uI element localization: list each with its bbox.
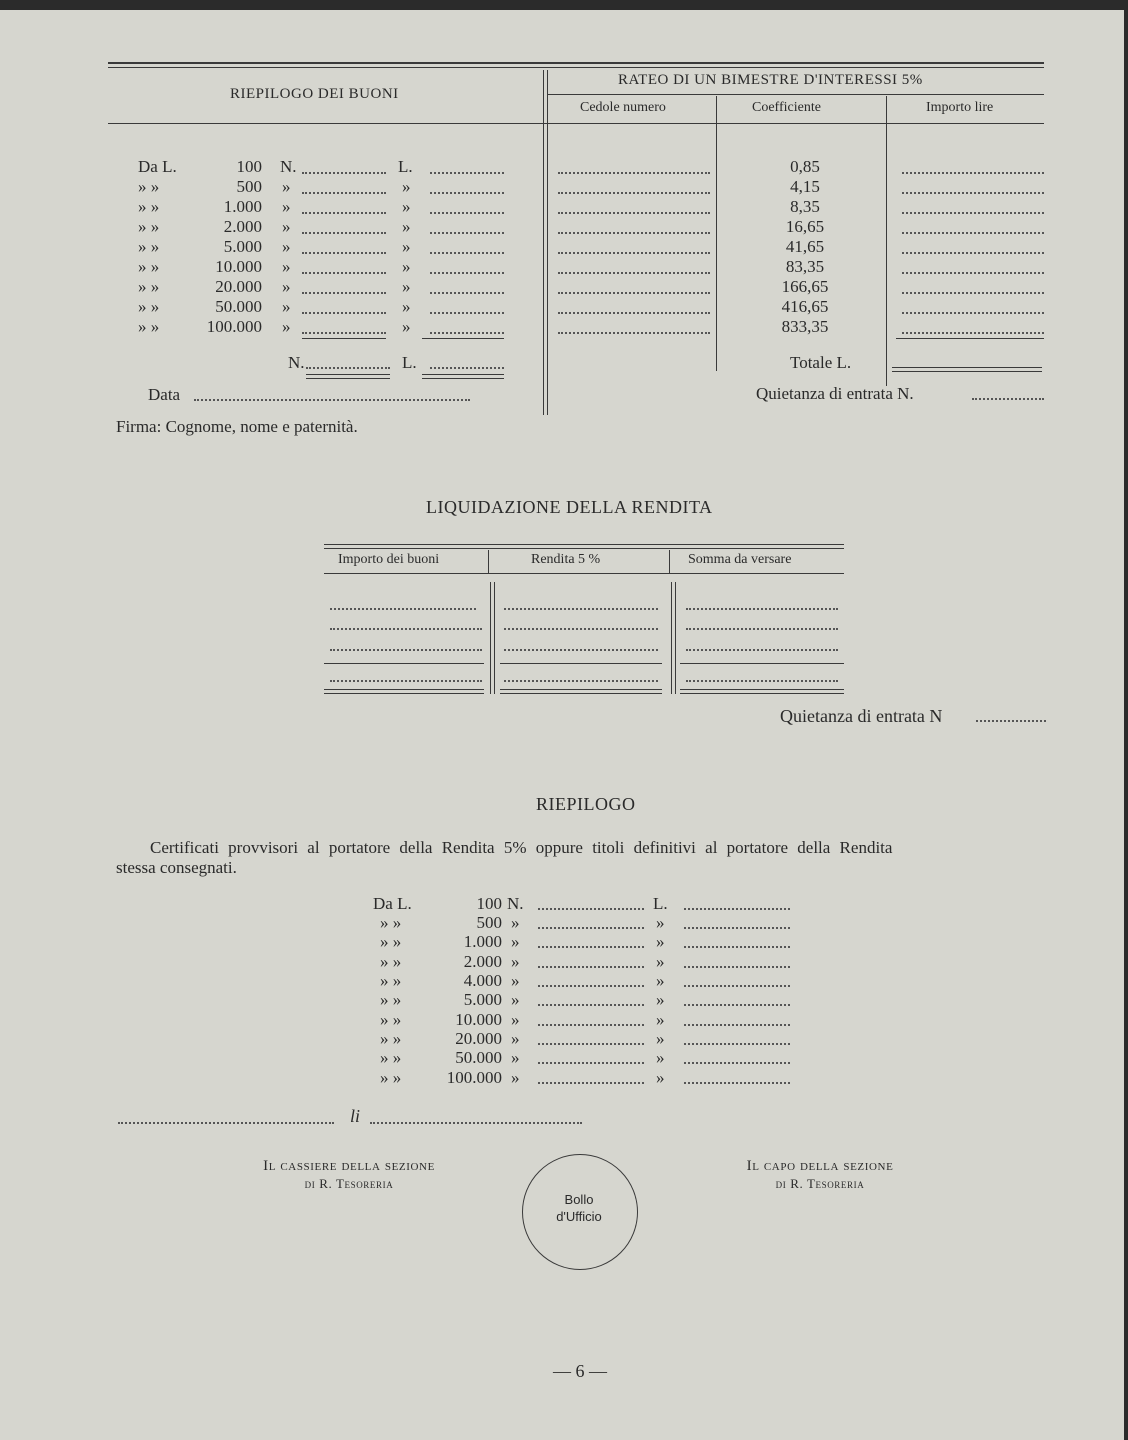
ditto-n: »: [282, 277, 291, 296]
header-bottom-rule: [108, 123, 1044, 124]
riep-ditto-n: »: [511, 932, 520, 951]
top-rule-thin: [108, 67, 1044, 68]
importo-entry[interactable]: [902, 272, 1044, 274]
riep-l-entry[interactable]: [684, 908, 790, 910]
riep-n-entry[interactable]: [538, 1082, 644, 1084]
ditto-n: »: [282, 237, 291, 256]
document-page: [0, 10, 1124, 1440]
riepilogo-text-line2: stessa consegnati.: [116, 858, 237, 877]
page-number: — 6 —: [553, 1361, 607, 1381]
importo-entry[interactable]: [902, 292, 1044, 294]
riep-denomination: 10.000: [455, 1010, 502, 1029]
riep-ditto-n: »: [511, 1048, 520, 1067]
total-n-label: N.: [288, 353, 305, 372]
coefficient: 833,35: [781, 317, 829, 336]
riep-ditto-l: »: [656, 971, 665, 990]
liq-total-rule: [680, 689, 844, 690]
riep-denomination: 2.000: [463, 952, 502, 971]
coefficient: 166,65: [781, 277, 829, 296]
entry-l[interactable]: [430, 272, 504, 274]
liq-col-divider-2: [675, 582, 676, 694]
rateo-header-rule: [548, 94, 1044, 95]
cedole-entry[interactable]: [558, 272, 710, 274]
coefficient: 0,85: [790, 157, 820, 176]
ditto-l: »: [402, 297, 411, 316]
ditto-l: »: [402, 257, 411, 276]
liq-rendita-entry[interactable]: [504, 628, 658, 630]
importo-entry[interactable]: [902, 232, 1044, 234]
li-label: li: [350, 1106, 361, 1126]
riep-ditto-n: »: [511, 913, 520, 932]
liq-somma-total[interactable]: [686, 680, 838, 682]
entry-l[interactable]: [430, 212, 504, 214]
importo-entry[interactable]: [902, 172, 1044, 174]
cedole-entry[interactable]: [558, 332, 710, 334]
sum-rule-l: [422, 338, 504, 339]
denomination: 20.000: [215, 277, 262, 296]
riep-n-entry[interactable]: [538, 1062, 644, 1064]
riep-da-label: Da L.: [373, 894, 412, 913]
riep-ditto: » »: [380, 971, 402, 990]
importo-entry[interactable]: [902, 192, 1044, 194]
riep-ditto: » »: [380, 952, 402, 971]
liq-quietanza-entry[interactable]: [976, 720, 1046, 722]
ditto-l: »: [402, 277, 411, 296]
riep-n-entry[interactable]: [538, 1024, 644, 1026]
totale-rule-2: [892, 371, 1042, 372]
liq-rendita-total[interactable]: [504, 680, 658, 682]
denomination: 100: [236, 157, 262, 176]
ditto-label: » »: [138, 217, 160, 236]
entry-n[interactable]: [302, 272, 386, 274]
liquidazione-title: LIQUIDAZIONE DELLA RENDITA: [426, 497, 713, 517]
entry-l[interactable]: [430, 312, 504, 314]
ditto-n: »: [282, 317, 291, 336]
riep-denomination: 5.000: [463, 990, 502, 1009]
entry-l[interactable]: [430, 332, 504, 334]
coefficient: 4,15: [790, 177, 820, 196]
riep-ditto-n: »: [511, 990, 520, 1009]
riep-ditto-n: »: [511, 952, 520, 971]
riep-ditto-n: »: [511, 1010, 520, 1029]
ditto-l: »: [402, 237, 411, 256]
ditto-l: »: [402, 197, 411, 216]
liq-header-bottom-rule: [324, 573, 844, 574]
riep-n-entry[interactable]: [538, 1004, 644, 1006]
cedole-entry[interactable]: [558, 212, 710, 214]
riep-ditto-l: »: [656, 932, 665, 951]
riep-l-label: L.: [653, 894, 668, 913]
liq-top-rule: [324, 544, 844, 545]
liq-sum-rule: [500, 663, 662, 664]
entry-n[interactable]: [302, 312, 386, 314]
cedole-entry[interactable]: [558, 232, 710, 234]
riep-denomination: 20.000: [455, 1029, 502, 1048]
riep-denomination: 100: [476, 894, 502, 913]
liq-col2-header: Rendita 5 %: [531, 552, 601, 567]
col-importo-header: Importo lire: [926, 100, 994, 115]
total-n-rule-2: [306, 378, 390, 379]
denomination: 10.000: [215, 257, 262, 276]
liq-total-rule-2: [324, 693, 484, 694]
riep-n-entry[interactable]: [538, 927, 644, 929]
bollo-line2: d'Ufficio: [556, 1209, 602, 1224]
cedole-divider: [716, 96, 717, 371]
data-label: Data: [148, 385, 181, 404]
riep-l-entry[interactable]: [684, 1043, 790, 1045]
entry-l[interactable]: [430, 252, 504, 254]
riep-denomination: 1.000: [463, 932, 502, 951]
total-l-label: L.: [402, 353, 417, 372]
riep-l-entry[interactable]: [684, 1062, 790, 1064]
riep-n-entry[interactable]: [538, 908, 644, 910]
liq-rendita-entry[interactable]: [504, 649, 658, 651]
sum-rule-n: [302, 338, 386, 339]
ditto-n: »: [282, 197, 291, 216]
riep-ditto-n: »: [511, 1068, 520, 1087]
riep-ditto-l: »: [656, 1048, 665, 1067]
riep-ditto: » »: [380, 1068, 402, 1087]
riep-n-entry[interactable]: [538, 985, 644, 987]
rateo-header: RATEO DI UN BIMESTRE D'INTERESSI 5%: [618, 72, 923, 88]
ditto-n: »: [282, 217, 291, 236]
riep-ditto: » »: [380, 1029, 402, 1048]
entry-l[interactable]: [430, 192, 504, 194]
cedole-entry[interactable]: [558, 292, 710, 294]
importo-entry[interactable]: [902, 332, 1044, 334]
ditto-l: »: [402, 177, 411, 196]
riep-l-entry[interactable]: [684, 966, 790, 968]
riep-ditto-n: »: [511, 1029, 520, 1048]
liq-col-divider-2: [494, 582, 495, 694]
ditto-n: »: [282, 257, 291, 276]
ditto-l: »: [402, 317, 411, 336]
riep-ditto-l: »: [656, 1068, 665, 1087]
entry-n[interactable]: [302, 172, 386, 174]
col-coefficiente-header: Coefficiente: [752, 100, 821, 115]
col-cedole-header: Cedole numero: [580, 100, 666, 115]
ditto-n: »: [282, 297, 291, 316]
riep-l-entry[interactable]: [684, 1004, 790, 1006]
ditto-label: » »: [138, 197, 160, 216]
coefficient: 416,65: [781, 297, 829, 316]
liq-header-divider: [488, 550, 489, 574]
quietanza-top-label: Quietanza di entrata N.: [756, 384, 914, 403]
liq-total-rule: [500, 689, 662, 690]
liq-importo-entry[interactable]: [330, 628, 482, 630]
riep-n-entry[interactable]: [538, 1043, 644, 1045]
entry-n[interactable]: [302, 212, 386, 214]
liq-col-divider: [671, 582, 672, 694]
riep-ditto: » »: [380, 932, 402, 951]
ditto-label: » »: [138, 317, 160, 336]
ditto-label: » »: [138, 297, 160, 316]
riep-ditto-l: »: [656, 990, 665, 1009]
coefficiente-divider: [886, 96, 887, 386]
liq-sum-rule: [680, 663, 844, 664]
coefficient: 41,65: [785, 237, 825, 256]
liq-total-rule-2: [500, 693, 662, 694]
importo-entry[interactable]: [902, 212, 1044, 214]
liq-col1-header: Importo dei buoni: [338, 552, 440, 567]
entry-n[interactable]: [302, 192, 386, 194]
bollo-line1: Bollo: [564, 1192, 594, 1207]
riepilogo-buoni-header: RIEPILOGO DEI BUONI: [230, 86, 399, 102]
ditto-label: » »: [138, 237, 160, 256]
coefficient: 8,35: [790, 197, 820, 216]
top-rule: [108, 62, 1044, 64]
liq-importo-entry[interactable]: [330, 649, 482, 651]
capo-line2: di R. Tesoreria: [775, 1176, 865, 1191]
cassiere-line2: di R. Tesoreria: [304, 1176, 394, 1191]
quietanza-top-entry[interactable]: [972, 398, 1044, 400]
riepilogo-text-line1: Certificati provvisori al portatore della Rendita 5% oppure titoli definitivi al portatore della Rendita: [150, 838, 893, 857]
riep-denomination: 4.000: [463, 971, 502, 990]
ditto-label: » »: [138, 257, 160, 276]
liq-rendita-entry[interactable]: [504, 608, 658, 610]
cedole-entry[interactable]: [558, 252, 710, 254]
riepilogo-title: RIEPILOGO: [536, 794, 636, 814]
capo-line1: Il capo della sezione: [746, 1158, 894, 1174]
totale-rule: [892, 367, 1042, 368]
riep-l-entry[interactable]: [684, 1024, 790, 1026]
ditto-label: » »: [138, 177, 160, 196]
entry-n[interactable]: [302, 232, 386, 234]
cedole-entry[interactable]: [558, 172, 710, 174]
cedole-entry[interactable]: [558, 192, 710, 194]
riep-ditto-l: »: [656, 913, 665, 932]
total-n-rule: [306, 374, 390, 375]
riep-ditto-l: »: [656, 952, 665, 971]
n-label: N.: [280, 157, 297, 176]
entry-l[interactable]: [430, 232, 504, 234]
cassiere-line1: Il cassiere della sezione: [263, 1158, 435, 1174]
riep-ditto: » »: [380, 1010, 402, 1029]
riep-n-entry[interactable]: [538, 966, 644, 968]
riep-denomination: 100.000: [446, 1068, 502, 1087]
importo-entry[interactable]: [902, 312, 1044, 314]
denomination: 1.000: [223, 197, 262, 216]
riep-ditto-l: »: [656, 1010, 665, 1029]
riep-ditto-l: »: [656, 1029, 665, 1048]
liq-header-divider: [669, 550, 670, 574]
riep-l-entry[interactable]: [684, 927, 790, 929]
entry-l[interactable]: [430, 292, 504, 294]
entry-n[interactable]: [302, 252, 386, 254]
da-label: Da L.: [138, 157, 177, 176]
ditto-l: »: [402, 217, 411, 236]
riep-ditto: » »: [380, 1048, 402, 1067]
total-l-rule-2: [422, 378, 504, 379]
denomination: 50.000: [215, 297, 262, 316]
cedole-entry[interactable]: [558, 312, 710, 314]
total-n-entry[interactable]: [306, 367, 390, 369]
coefficient: 83,35: [785, 257, 825, 276]
totale-label: Totale L.: [790, 353, 852, 372]
liq-col-divider: [490, 582, 491, 694]
denomination: 100.000: [206, 317, 262, 336]
table-divider-left: [543, 70, 544, 415]
liq-top-rule-2: [324, 548, 844, 549]
ditto-n: »: [282, 177, 291, 196]
denomination: 500: [236, 177, 262, 196]
entry-n[interactable]: [302, 332, 386, 334]
denomination: 5.000: [223, 237, 262, 256]
total-l-rule: [422, 374, 504, 375]
riep-ditto: » »: [380, 913, 402, 932]
liq-somma-entry[interactable]: [686, 649, 838, 651]
riep-n-entry[interactable]: [538, 946, 644, 948]
liq-total-rule-2: [680, 693, 844, 694]
entry-l[interactable]: [430, 172, 504, 174]
liq-col3-header: Somma da versare: [688, 552, 792, 567]
liq-importo-total[interactable]: [330, 680, 482, 682]
liq-somma-entry[interactable]: [686, 628, 838, 630]
coefficient: 16,65: [785, 217, 825, 236]
liq-quietanza-label: Quietanza di entrata N: [780, 706, 943, 726]
place-entry[interactable]: [118, 1122, 334, 1124]
l-label: L.: [398, 157, 413, 176]
riep-l-entry[interactable]: [684, 946, 790, 948]
riep-ditto: » »: [380, 990, 402, 1009]
liq-sum-rule: [324, 663, 484, 664]
importo-sum-rule: [896, 338, 1044, 339]
riep-ditto-n: »: [511, 971, 520, 990]
riep-denomination: 500: [476, 913, 502, 932]
riep-l-entry[interactable]: [684, 985, 790, 987]
liq-importo-entry[interactable]: [330, 608, 476, 610]
riep-n-label: N.: [507, 894, 524, 913]
riep-denomination: 50.000: [455, 1048, 502, 1067]
denomination: 2.000: [223, 217, 262, 236]
date-entry[interactable]: [370, 1122, 582, 1124]
liq-total-rule: [324, 689, 484, 690]
total-l-entry[interactable]: [430, 367, 504, 369]
ditto-label: » »: [138, 277, 160, 296]
table-divider-left-2: [547, 70, 548, 415]
importo-entry[interactable]: [902, 252, 1044, 254]
liq-somma-entry[interactable]: [686, 608, 838, 610]
firma-label: Firma: Cognome, nome e paternità.: [116, 417, 358, 436]
entry-n[interactable]: [302, 292, 386, 294]
data-entry[interactable]: [194, 399, 470, 401]
riep-l-entry[interactable]: [684, 1082, 790, 1084]
